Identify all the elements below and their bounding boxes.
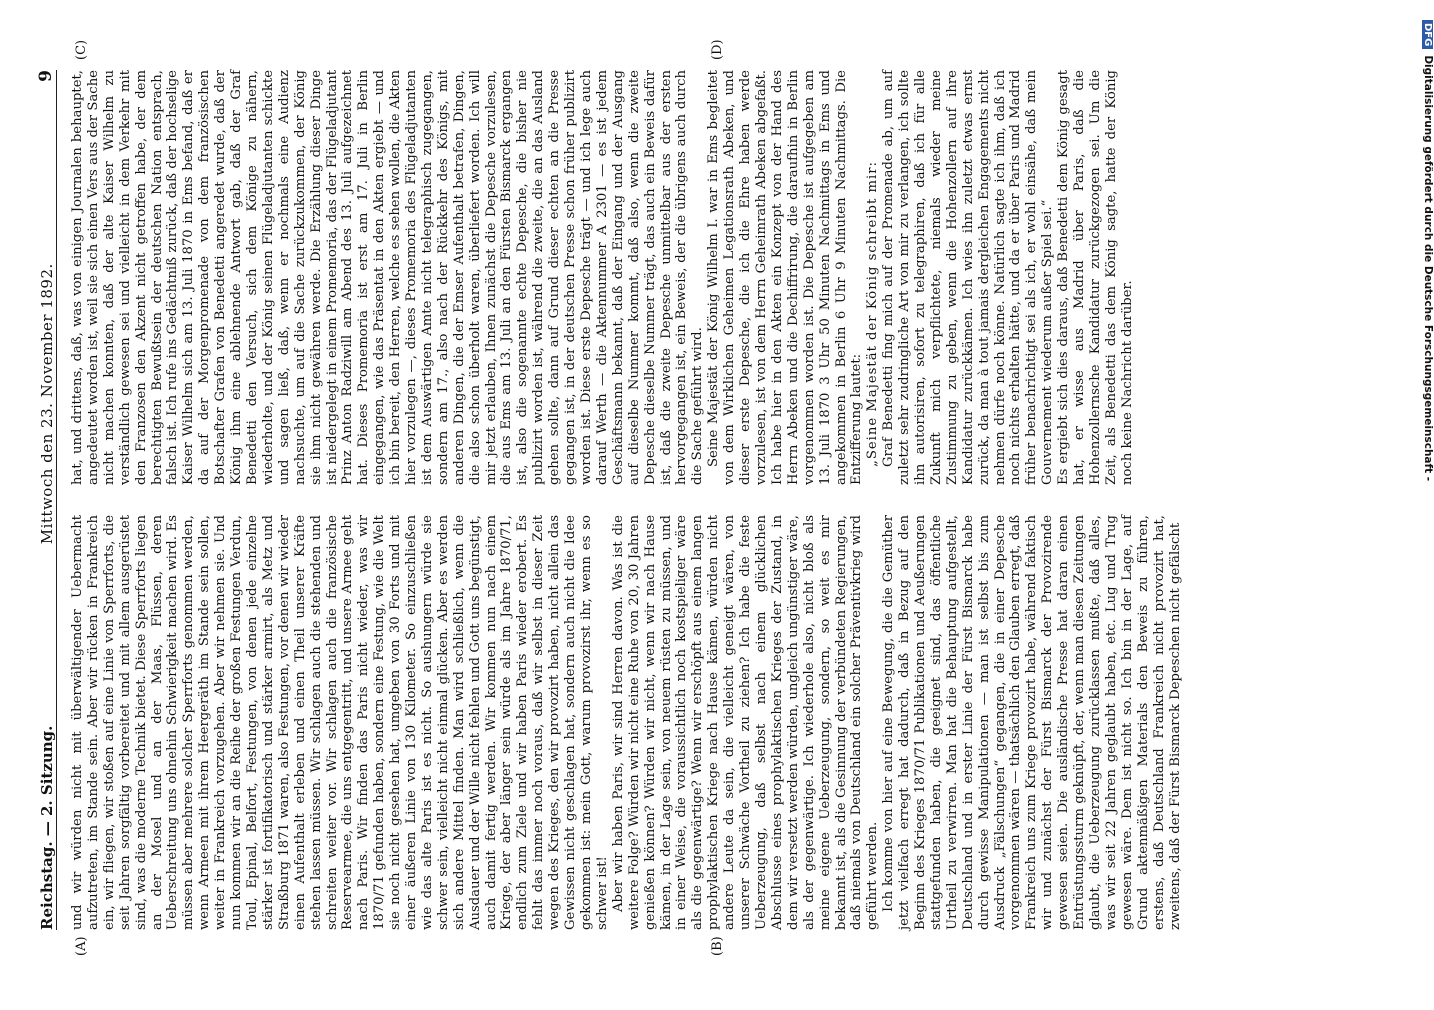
right-paragraph-5: Es ergiebt sich dies daraus, daß Benedetti dem König gesagt hat, er wisse aus Madrid über Paris, daß die Hohenzollernsche Kandidatur zurückgezogen sei. Um die Zeit, als Benedetti das dem König sagte, hatte der König noch keine Nachricht darüber.	[1056, 70, 1135, 485]
right-column	[70, 70, 1136, 485]
right-paragraph-2: Seine Majestät der König Wilhelm I. war in Ems begleitet von dem Wirklichen Geheimen Legationsrath Abeken, und dieser erste Depesche, die ich die Ehre haben werde vorzulesen, ist von dem Herrn Geheimrath Abeken abgefaßt. Ich habe hier in den Akten ein Konzept von der Hand des Herrn Abeken und die Dechiffrirung, die daraufhin in Berlin vorgenommen worden ist. Die Depesche ist aufgegeben am 13. Juli 1870 3 Uhr 50 Minuten Nachmittags in Ems und angekommen in Berlin 6 Uhr 9 Minuten Nachmittags. Die Entzifferung lautet:	[706, 70, 865, 485]
margin-marker-c: (C)	[74, 39, 89, 60]
right-quote-body: Graf Benedetti fing mich auf der Promenade ab, um auf zuletzt sehr zudringliche Art von mir zu verlangen, ich sollte ihn autorisiren, sofort zu telegraphiren, daß ich für alle Zukunft mich verpflichtete, niemals wieder meine Zustimmung zu geben, wenn die Hohenzollern auf ihre Kandidatur zurückkämen. Ich wies ihn zuletzt etwas ernst zurück, da man à tout jamais dergleichen Engagements nicht nehmen dürfe noch könne. Natürlich sagte ich ihm, daß ich noch nichts erhalten hätte, und da er über Paris und Madrid früher benachrichtigt sei als ich, er wohl einsähe, daß mein Gouvernement wiederum außer Spiel sei.“	[881, 70, 1056, 485]
digitization-credit-strip	[1420, 20, 1434, 1010]
digitization-credit: Digitalisierung gefördert durch die Deutsche Forschungsgemeinschaft -	[1422, 55, 1434, 482]
dfg-logo: DFG	[1422, 20, 1433, 49]
page-header	[30, 70, 57, 930]
right-quote-intro: „Seine Majestät der König schreibt mir:	[865, 161, 881, 467]
right-paragraph-1: hat, und drittens, daß, was von einigen Journalen behauptet, angedeutet worden ist, weil sie sich einen Vers aus der Sache nicht machen konnten, daß der alte Kaiser Wilhelm zu verständlich gewesen sei und vielleicht in dem Verkehr mit den Franzosen den Akzent nicht getroffen habe, der dem berechtigten Bewußtsein der deutschen Nation entsprach, falsch ist. Ich rufe ins Gedächtniß zurück, daß der hochselige Kaiser Wilhelm sich am 13. Juli 1870 in Ems befand, daß er da auf der Morgenpromenade von dem französischen Botschafter Grafen von Benedetti angeredet wurde, daß der König ihm eine ablehnende Antwort gab, daß der Graf Benedetti den Versuch, sich dem Könige zu nähern, wiederholte, und der König seinen Flügeladjutanten schickte und sagen ließ, daß, wenn er nochmals eine Audienz nachsuchte, um auf die Sache zurückzukommen, der König sie ihm nicht gewähren werde. Die Erzählung dieser Dinge ist niedergelegt in einem Promemoria, das der Flügeladjutant Prinz Anton Radziwill am Abend des 13. Juli aufgezeichnet hat. Dieses Promemoria ist erst am 17. Juli in Berlin eingegangen, wie das Präsentat in den Akten ergiebt — und ich bin bereit, den Herren, welche es sehen wollen, die Akten hier vorzulegen —, dieses Promemoria des Flügeladjutanten ist dem Auswärtigen Amte nicht telegraphisch zugegangen, sondern am 17., also nach der Rückkehr des Königs, mit anderen Dingen, die der Emser Aufenthalt betrafen, Dingen, die also schon überholt waren, überliefert worden. Ich will mir jetzt erlauben, Ihnen zunächst die Depesche vorzulesen, die aus Ems am 13. Juli an den Fürsten Bismarck ergangen ist, also die sogenannte echte Depesche, die bisher nie publizirt worden ist, während die zweite, die an das Ausland gehen sollte, dann auf Grund dieser echten an die Presse gegangen ist, in der deutschen Presse schon früher publizirt worden ist. Diese erste Depesche trägt — und ich lege auch darauf Werth — die Aktennummer A 2301 — es ist jedem Geschäftsmann bekannt, daß der Eingang und der Ausgang auf dieselbe Nummer kommt, daß also, wenn die zweite Depesche dieselbe Nummer trägt, das auch ein Beweis dafür ist, daß die zweite Depesche unmittelbar aus der ersten hervorgegangen ist, ein Beweis, der die übrigens auch durch die Sache geführt wird.	[70, 70, 706, 485]
left-column	[70, 515, 1183, 930]
margin-marker-d: (D)	[710, 39, 725, 60]
margin-marker-a: (A)	[74, 936, 89, 956]
header-date: Mittwoch den 23. November 1892.	[38, 263, 56, 545]
left-paragraph-3: Ich komme von hier auf eine Bewegung, die die Gemüther jetzt vielfach erregt hat dadurch, daß in Bezug auf den Beginn des Krieges 1870/71 Publikationen und Aeußerungen stattgefunden haben, die geeignet sind, das öffentliche Urtheil zu verwirren. Man hat die Behauptung aufgestellt, Deutschland und in erster Linie der Fürst Bismarck habe durch gewisse Manipulationen — man ist selbst bis zum Ausdruck „Fälschungen“ gegangen, die in einer Depesche vorgenommen wären — thatsächlich den Glauben erregt, daß Frankreich uns zum Kriege provozirt habe, während faktisch wir und zunächst der Fürst Bismarck der Provozirende gewesen seien. Die ausländische Presse hat daran einen Entrüstungssturm geknüpft, der, wenn man diesen Zeitungen glaubt, die Ueberzeugung zurücklassen mußte, daß alles, was wir seit 22 Jahren geglaubt haben, etc. Lug und Trug gewesen wäre. Dem ist nicht so. Ich bin in der Lage, auf Grund aktenmäßigen Materials den Beweis zu führen, erstens, daß Deutschland Frankreich nicht provozirt hat, zweitens, daß der Fürst Bismarck Depeschen nicht gefälscht	[881, 515, 1183, 930]
header-left: Reichstag. — 2. Sitzung.	[38, 725, 56, 930]
margin-marker-b: (B)	[710, 936, 725, 956]
left-paragraph-2: Aber wir haben Paris, wir sind Herren davon. Was ist die weitere Folge? Würden wir nicht eine Ruhe von 20, 30 Jahren genießen können? Würden wir nicht, wenn wir nach Hause kämen, in der Lage sein, von neuem rüsten zu müssen, und in einer Weise, die voraussichtlich noch kostspieliger wäre als die gegenwärtige? Wenn wir erschöpft aus einem langen prophylaktischen Kriege nach Hause kämen, würden nicht andere Leute da sein, die vielleicht geneigt wären, von unserer Schwäche Vortheil zu ziehen? Ich habe die feste Ueberzeugung, daß selbst nach einem glücklichen Abschlusse eines prophylaktischen Krieges der Zustand, in dem wir versetzt werden würden, ungleich ungünstiger wäre, als der gegenwärtige. Ich wiederhole also, nicht bloß als meine eigene Ueberzeugung, sondern, so weit es mir bekannt ist, als die Gesinnung der verbündeten Regierungen, daß niemals von Deutschland ein solcher Präventivkrieg wird geführt werden.	[610, 515, 881, 930]
page-number: 9	[36, 70, 56, 82]
left-paragraph-1: und wir würden nicht mit überwältigender Uebermacht aufzutreten, im Stande sein. Aber wir rücken in Frankreich ein, wir fliegen, wir stoßen auf eine Linie von Sperrforts, die seit Jahren sorgfältig vorbereitet und mit allem ausgerüstet sind, was die moderne Technik bietet. Diese Sperrforts liegen an der Mosel und an der Maas, Flüssen, deren Ueberschreitung uns ohnehin Schwierigkeit machen wird. Es müssen aber mehrere solcher Sperrforts genommen werden, wenn Armeen mit ihrem Heergeräth im Stande sein sollen, weiter in Frankreich vorzugehen. Aber wir nehmen sie. Und nun kommen wir an die Reihe der großen Festungen Verdun, Toul, Epinal, Belfort, Festungen, von denen jede einzelne stärker ist fortifikatorisch und stärker armirt, als Metz und Straßburg 1871 waren, also Festungen, vor denen wir wieder einen Aufenthalt erleben und einen Theil unserer Kräfte stehen lassen müssen. Wir schlagen auch die stehenden und schreiten weiter vor. Wir schlagen auch die französische Reservearmee, die uns entgegentritt, und unsere Armee geht nach Paris. Wir finden das Paris nicht wieder, was wir 1870/71 gefunden haben, sondern eine Festung, wie die Welt sie noch nicht gesehen hat, umgeben von 30 Forts und mit einer äußeren Linie von 130 Kilometer. So einzuschließen wie das alte Paris ist es nicht. So aushungern würde sie schwer sein, vielleicht nicht einmal glücken. Aber es werden sich andere Mittel finden. Man wird schließlich, wenn die Ausdauer und der Wille nicht fehlen und Gott uns begünstigt, auch damit fertig werden. Wir kommen nun nach einem Kriege, der aber länger sein würde als im Jahre 1870/71, endlich zum Ziele und wir haben Paris wieder erobert. Es fehlt das immer noch voraus, daß wir selbst in dieser Zeit wegen des Krieges, den wir provozirt haben, nicht allein das Gewissen nicht geschlagen hat, sondern auch nicht die Idee gekommen ist: mein Gott, warum provozirst ihr, wenn es so schwer ist!	[70, 515, 610, 930]
